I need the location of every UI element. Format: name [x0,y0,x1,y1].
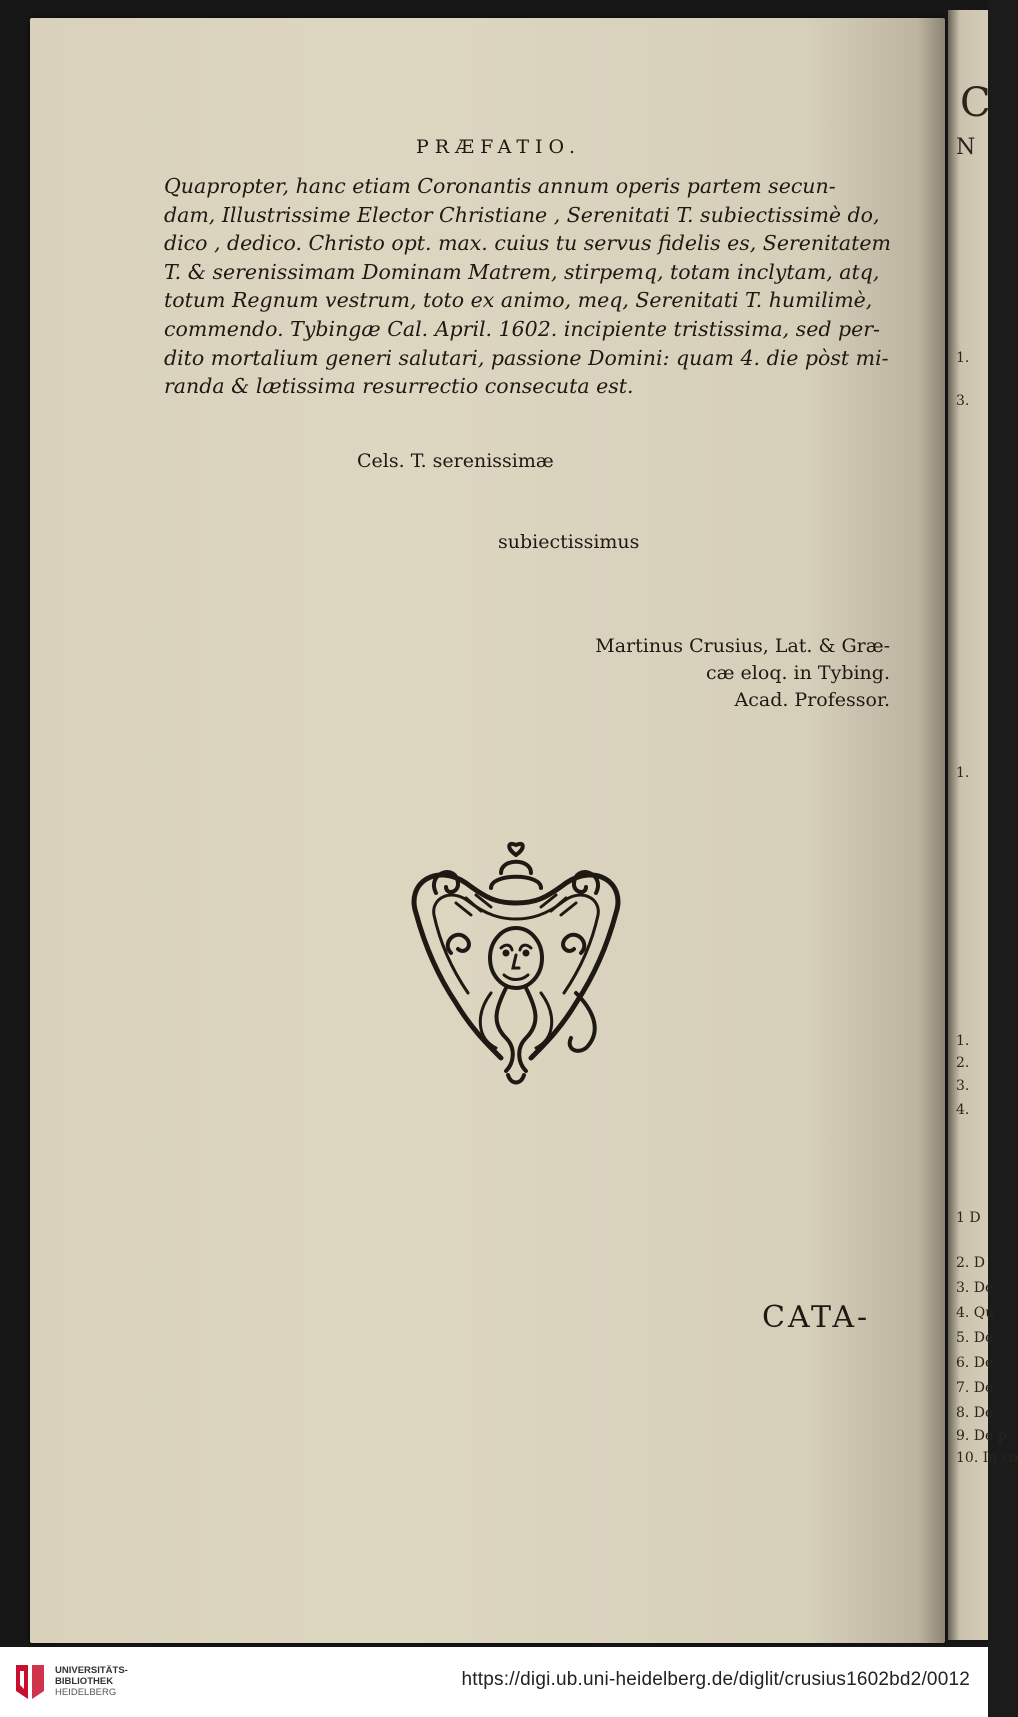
signature-line: Martinus Crusius, Lat. & Græ- [595,635,890,657]
body-line: dam, Illustrissime Elector Christiane , Serenitati T. subiectissimè do, [164,202,880,227]
book-page [30,18,945,1643]
adjacent-page-fragment: 1. [956,350,970,366]
preface-body [164,172,891,401]
adjacent-page-fragment: 10. In co [956,1450,1018,1466]
adjacent-page-fragment: 9. De p [956,1428,1007,1444]
heidelberg-library-logo-icon[interactable] [12,1661,48,1703]
signature [560,633,890,714]
body-line: dico , dedico. Christo opt. max. cuius tu servus fidelis es, Serenitatem [164,231,891,256]
adjacent-page-fragment: 3. [956,1078,970,1094]
adjacent-page-fragment: 1 D [956,1210,981,1226]
body-line: randa & lætissima resurrectio consecuta est. [164,374,634,399]
logo-line: HEIDELBERG [55,1687,117,1698]
body-line: dito mortalium generi salutari, passione Domini: quam 4. die pòst mi- [164,345,889,370]
body-line: Quapropter, hanc etiam Coronantis annum operis partem secun- [164,174,836,198]
signature-line: Acad. Professor. [734,689,890,711]
subscription: subiectissimus [498,531,640,553]
adjacent-page-fragment: 4. [956,1102,970,1118]
library-logo-text[interactable] [55,1665,128,1698]
adjacent-page-fragment: 3. De [956,1280,994,1296]
adjacent-page-fragment: 8. De [956,1405,994,1421]
adjacent-page-fragment: 2. [956,1055,970,1071]
body-line: T. & serenissimam Dominam Matrem, stirpemq, totam inclytam, atq, [164,259,880,284]
adjacent-page-fragment: 1. [956,1033,970,1049]
adjacent-page-fragment: 4. Qu [956,1305,995,1321]
adjacent-page-fragment: 6. De [956,1355,994,1371]
adjacent-page-fragment: 7. De [956,1380,994,1396]
logo-line: BIBLIOTHEK [55,1676,114,1687]
adjacent-page-edge [948,10,1018,1640]
adjacent-page-fragment: 2. D [956,1255,986,1271]
running-head: PRÆFATIO. [416,136,582,158]
adjacent-page-fragment: C [960,80,991,126]
adjacent-page-fragment: N [956,135,976,160]
adjacent-page-fragment: 1. [956,765,970,781]
permalink-url[interactable]: https://digi.ub.uni-heidelberg.de/diglit/crusius1602bd2/0012 [461,1669,970,1690]
woodcut-mask-ornament-icon [396,843,636,1093]
adjacent-page-fragment: 5. De [956,1330,994,1346]
catchword: CATA- [762,1300,871,1335]
viewer-footer [0,1647,988,1717]
signature-line: cæ eloq. in Tybing. [706,662,890,684]
body-line: commendo. Tybingæ Cal. April. 1602. incipiente tristissima, sed per- [164,316,880,341]
salutation: Cels. T. serenissimæ [357,450,554,472]
adjacent-page-fragment: 3. [956,393,970,409]
body-line: totum Regnum vestrum, toto ex animo, meq, Serenitati T. humilimè, [164,288,873,313]
logo-line: UNIVERSITÄTS- [55,1665,128,1676]
